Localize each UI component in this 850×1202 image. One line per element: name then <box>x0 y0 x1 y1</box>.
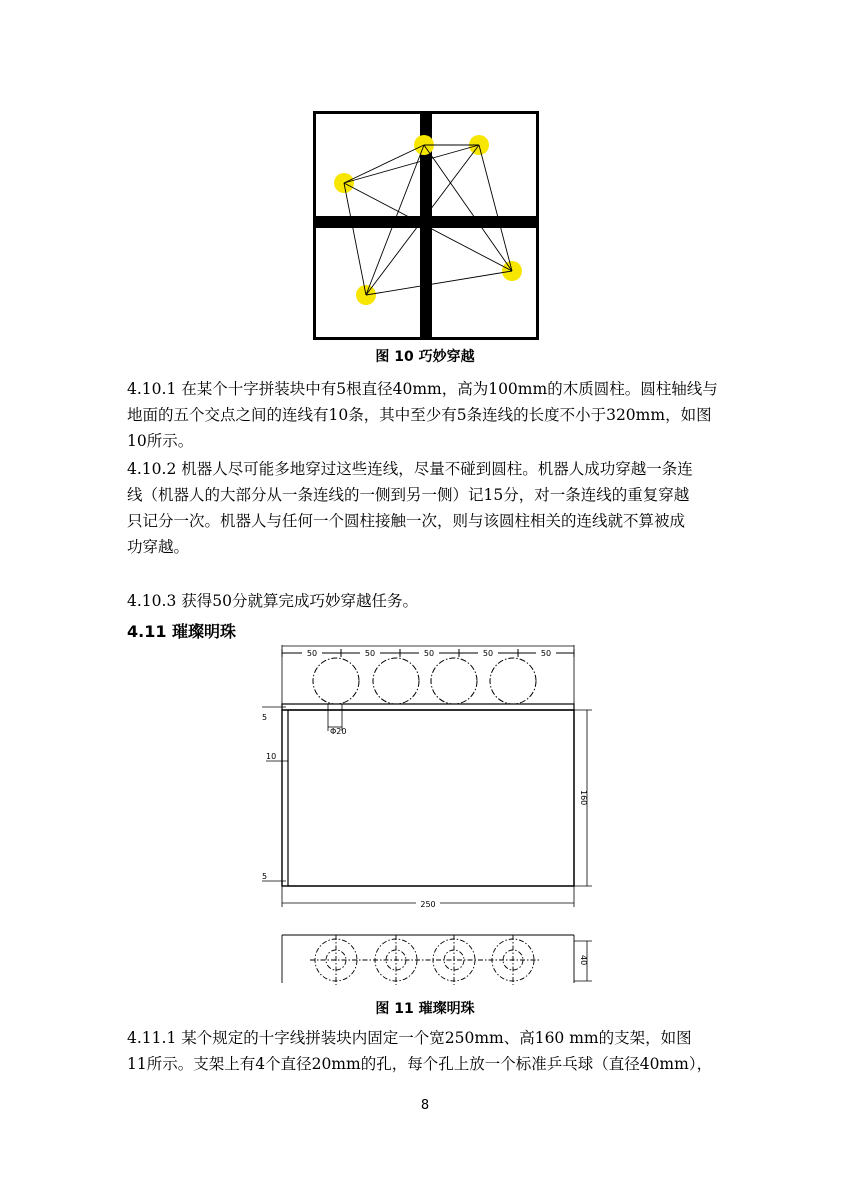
text-line: 线（机器人的大部分从一条连线的一侧到另一侧）记15分，对一条连线的重复穿越 <box>127 486 690 504</box>
figure-11-caption: 图 11 璀璨明珠 <box>375 1001 475 1017</box>
text-line: 4.10.1 在某个十字拼装块中有5根直径40mm，高为100mm的木质圆柱。圆柱轴线与 <box>127 380 718 398</box>
paragraph-4-10-1 <box>127 376 725 454</box>
figure-10-caption: 图 10 巧妙穿越 <box>375 349 475 365</box>
dim-hole: Φ20 <box>330 727 347 736</box>
paragraph-4-10-2 <box>127 456 725 560</box>
dim-small-top: 5 <box>262 713 268 722</box>
dim-label: 50 <box>540 649 552 658</box>
text-line: 功穿越。 <box>127 538 190 556</box>
dim-left-10: 10 <box>266 752 277 761</box>
balls-top-view <box>310 935 540 985</box>
text-line: 11所示。支架上有4个直径20mm的孔，每个孔上放一个标准乒乓球（直径40mm）， <box>127 1055 713 1073</box>
figure-10-diagram <box>313 111 539 340</box>
dim-label: 50 <box>364 649 376 658</box>
balls-front <box>313 658 536 704</box>
figure-11-diagram <box>258 645 598 990</box>
text-line: 4.10.3 获得50分就算完成巧妙穿越任务。 <box>127 592 418 610</box>
dim-width: 250 <box>420 900 436 909</box>
paragraph-4-10-3 <box>127 588 725 614</box>
page-number: 8 <box>420 1098 430 1113</box>
dim-label: 50 <box>306 649 318 658</box>
dim-label: 50 <box>423 649 435 658</box>
dim-height: 160 <box>579 790 588 806</box>
dim-label: 50 <box>482 649 494 658</box>
dim-small-bottom: 5 <box>262 872 268 881</box>
text-line: 只记分一次。机器人与任何一个圆柱接触一次，则与该圆柱相关的连线就不算被成 <box>127 512 686 530</box>
text-line: 地面的五个交点之间的连线有10条，其中至少有5条连线的长度不小于320mm，如图 <box>127 406 712 424</box>
section-title-4-11: 4.11 璀璨明珠 <box>127 622 237 641</box>
text-line: 10所示。 <box>127 432 194 450</box>
paragraph-4-11-1 <box>127 1025 725 1077</box>
text-line: 4.11.1 某个规定的十字线拼装块内固定一个宽250mm、高160 mm的支架，如图 <box>127 1029 692 1047</box>
dim-depth: 40 <box>579 955 588 966</box>
text-line: 4.10.2 机器人尽可能多地穿过这些连线，尽量不碰到圆柱。机器人成功穿越一条连 <box>127 460 693 478</box>
